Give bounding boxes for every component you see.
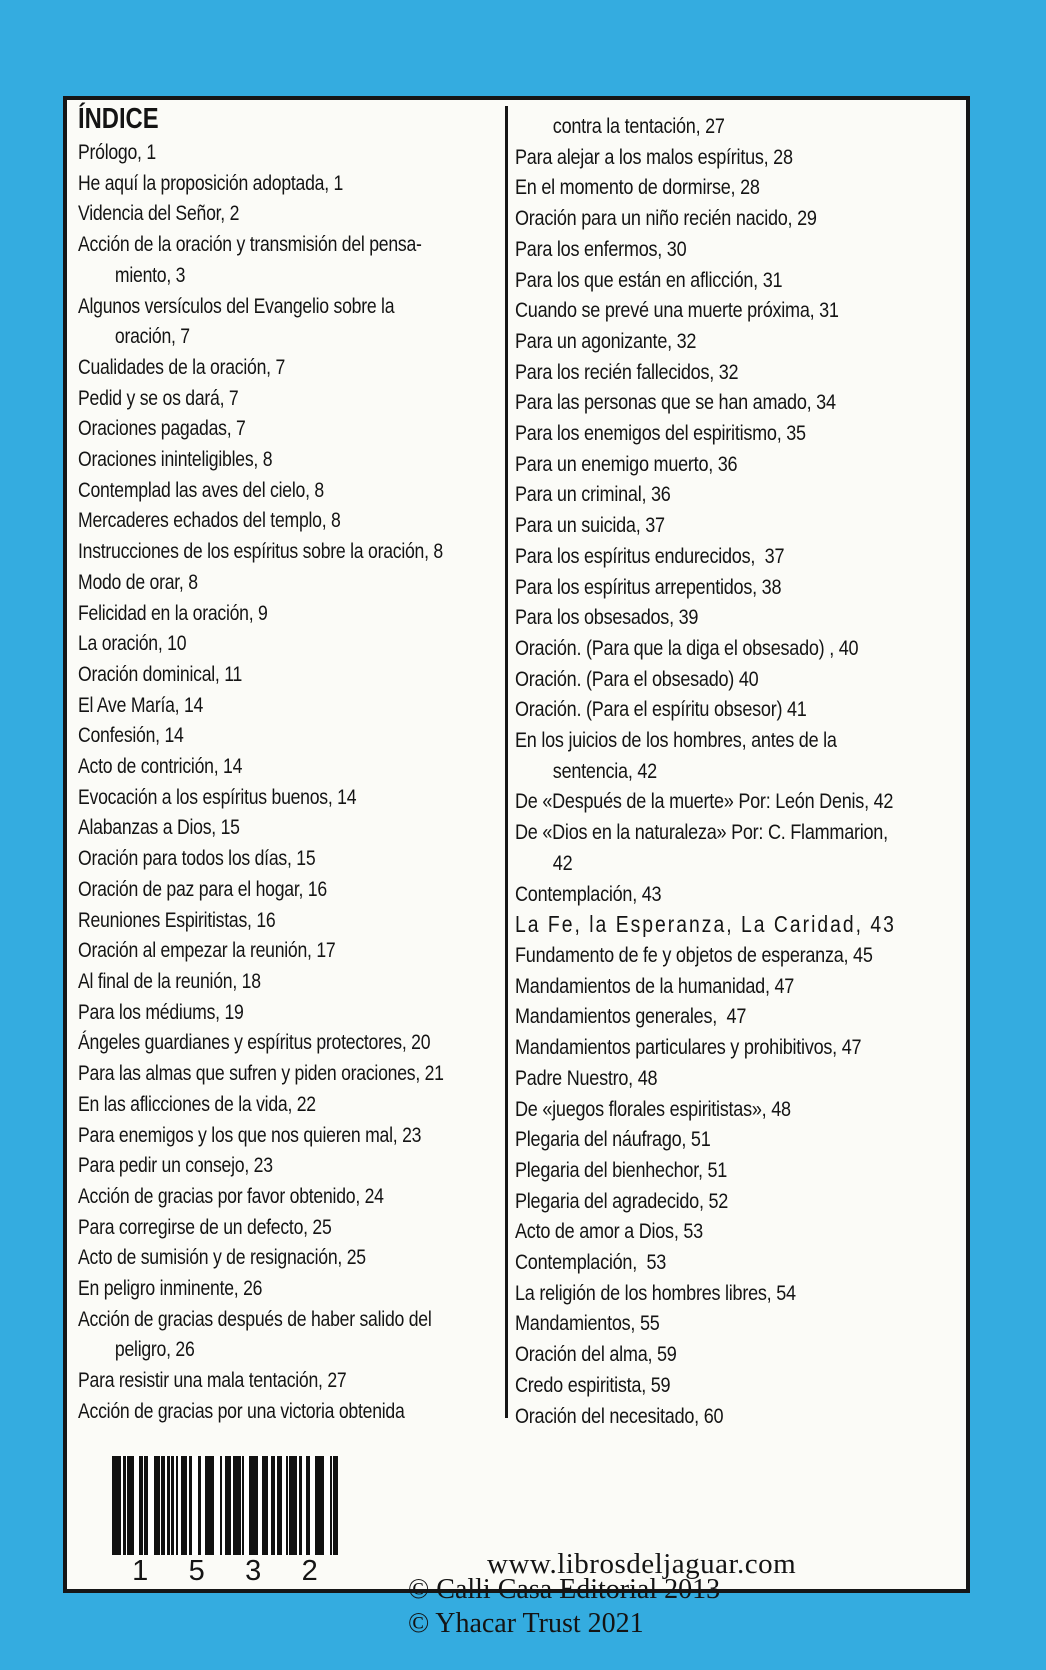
index-entry: Para corregirse de un defecto, 25 bbox=[78, 1214, 332, 1239]
index-entry: Oraciones ininteligibles, 8 bbox=[78, 447, 273, 472]
index-entry: Mercaderes echados del templo, 8 bbox=[78, 508, 341, 533]
index-entry: miento, 3 bbox=[114, 262, 186, 287]
index-entry: Para enemigos y los que nos quieren mal, 23 bbox=[78, 1122, 422, 1147]
index-entry: Padre Nuestro, 48 bbox=[515, 1065, 658, 1090]
index-entry: oración, 7 bbox=[114, 324, 190, 349]
index-entry: Para las personas que se han amado, 34 bbox=[515, 390, 836, 415]
index-entry: Para los enemigos del espiritismo, 35 bbox=[515, 421, 806, 446]
index-entry: Para alejar a los malos espíritus, 28 bbox=[515, 144, 793, 169]
index-entry: Cuando se prevé una muerte próxima, 31 bbox=[515, 298, 839, 323]
index-entry: Para los que están en aflicción, 31 bbox=[515, 267, 783, 292]
index-entry: Oración al empezar la reunión, 17 bbox=[78, 938, 336, 963]
index-entry: Acto de sumisión y de resignación, 25 bbox=[78, 1245, 366, 1270]
index-title: ÍNDICE bbox=[78, 103, 159, 135]
index-entry: Para un suicida, 37 bbox=[515, 513, 665, 538]
index-entry: Oración para un niño recién nacido, 29 bbox=[515, 206, 817, 231]
index-entry: Credo espiritista, 59 bbox=[515, 1372, 671, 1397]
index-entry: Para las almas que sufren y piden oraciones, 21 bbox=[78, 1061, 444, 1086]
index-entry: 42 bbox=[552, 850, 573, 875]
barcode-digits bbox=[112, 1555, 338, 1587]
index-entry: Mandamientos, 55 bbox=[515, 1311, 660, 1336]
index-entry: Para un criminal, 36 bbox=[515, 482, 671, 507]
copyright-line: © Yhacar Trust 2021 bbox=[408, 1608, 644, 1639]
barcode-digit: 2 bbox=[301, 1555, 318, 1587]
index-entry: Modo de orar, 8 bbox=[78, 569, 198, 594]
index-entry: Alabanzas a Dios, 15 bbox=[78, 815, 240, 840]
index-entry: Oración. (Para el obsesado) 40 bbox=[515, 666, 759, 691]
index-entry: Para los recién fallecidos, 32 bbox=[515, 359, 739, 384]
index-entry: Para los obsesados, 39 bbox=[515, 605, 699, 630]
index-entry: En las aflicciones de la vida, 22 bbox=[78, 1091, 316, 1116]
index-entry: Oración del alma, 59 bbox=[515, 1342, 677, 1367]
index-entry: Mandamientos de la humanidad, 47 bbox=[515, 973, 795, 998]
index-entry: Contemplación, 53 bbox=[515, 1250, 667, 1275]
index-entry: La oración, 10 bbox=[78, 631, 187, 656]
barcode-digit: 5 bbox=[188, 1555, 205, 1587]
index-entry: He aquí la proposición adoptada, 1 bbox=[78, 170, 344, 195]
index-entry: Cualidades de la oración, 7 bbox=[78, 354, 286, 379]
index-entry: Prólogo, 1 bbox=[78, 140, 156, 164]
index-entry: En peligro inminente, 26 bbox=[78, 1276, 263, 1301]
index-entry: De «Dios en la naturaleza» Por: C. Flammarion, bbox=[515, 820, 888, 845]
website-url: www.librosdeljaguar.com bbox=[487, 1548, 797, 1580]
index-entry: Acto de amor a Dios, 53 bbox=[515, 1219, 703, 1244]
index-entry: En el momento de dormirse, 28 bbox=[515, 175, 760, 200]
index-entry: Algunos versículos del Evangelio sobre la bbox=[78, 293, 395, 318]
index-entry: Acción de gracias después de haber salido del bbox=[78, 1306, 432, 1331]
index-entry: Acto de contrición, 14 bbox=[78, 754, 243, 779]
index-entry: Para los médiums, 19 bbox=[78, 999, 244, 1024]
index-entry: Para un enemigo muerto, 36 bbox=[515, 451, 738, 476]
index-left-column bbox=[78, 102, 521, 1427]
index-entry: De «Después de la muerte» Por: León Denis, 42 bbox=[515, 789, 894, 814]
index-entry: Oración dominical, 11 bbox=[78, 661, 243, 686]
index-entry: Oraciones pagadas, 7 bbox=[78, 416, 246, 441]
index-entry: Para un agonizante, 32 bbox=[515, 328, 697, 353]
index-entry: Oración para todos los días, 15 bbox=[78, 846, 316, 871]
index-panel bbox=[63, 96, 970, 1639]
index-entry: Pedid y se os dará, 7 bbox=[78, 385, 239, 410]
index-entry: El Ave María, 14 bbox=[78, 692, 204, 717]
index-entry: Plegaria del bienhechor, 51 bbox=[515, 1157, 728, 1182]
index-entry: Contemplación, 43 bbox=[515, 881, 662, 906]
index-entry: Oración del necesitado, 60 bbox=[515, 1403, 724, 1428]
index-entry: En los juicios de los hombres, antes de la bbox=[515, 728, 837, 753]
index-entry: Oración. (Para que la diga el obsesado) , 40 bbox=[515, 635, 859, 660]
index-entry: Para pedir un consejo, 23 bbox=[78, 1153, 273, 1178]
index-entry: Para los enfermos, 30 bbox=[515, 236, 687, 261]
index-entry: La Fe, la Esperanza, La Caridad, 43 bbox=[515, 911, 896, 938]
index-entry: Plegaria del náufrago, 51 bbox=[515, 1127, 711, 1152]
index-right-entries bbox=[515, 111, 1036, 1431]
index-entry: contra la tentación, 27 bbox=[552, 114, 725, 138]
index-entry: Para resistir una mala tentación, 27 bbox=[78, 1368, 347, 1393]
index-entry: Contemplad las aves del cielo, 8 bbox=[78, 477, 324, 502]
index-entry: sentencia, 42 bbox=[552, 758, 657, 783]
index-entry: Mandamientos particulares y prohibitivos, 47 bbox=[515, 1035, 862, 1060]
index-left-entries bbox=[78, 137, 521, 1427]
index-entry: Acción de la oración y transmisión del pensa- bbox=[78, 232, 422, 257]
index-right-column bbox=[515, 111, 1036, 1431]
index-entry: Videncia del Señor, 2 bbox=[78, 201, 240, 226]
index-entry: Al final de la reunión, 18 bbox=[78, 968, 261, 993]
index-entry: Mandamientos generales, 47 bbox=[515, 1004, 747, 1029]
index-entry: Evocación a los espíritus buenos, 14 bbox=[78, 784, 357, 809]
barcode-image bbox=[112, 1456, 338, 1555]
index-entry: Felicidad en la oración, 9 bbox=[78, 600, 268, 625]
index-entry: Reuniones Espiritistas, 16 bbox=[78, 907, 276, 932]
barcode-digit: 3 bbox=[245, 1555, 262, 1587]
copyright-line: © Calli Casa Editorial 2013 bbox=[408, 1574, 721, 1605]
index-entry: La religión de los hombres libres, 54 bbox=[515, 1280, 796, 1305]
index-entry: Acción de gracias por una victoria obtenida bbox=[78, 1398, 405, 1423]
index-entry: De «juegos florales espiritistas», 48 bbox=[515, 1096, 791, 1121]
index-entry: Confesión, 14 bbox=[78, 723, 184, 748]
index-entry: Instrucciones de los espíritus sobre la oración, 8 bbox=[78, 539, 443, 564]
barcode-digit: 1 bbox=[132, 1555, 149, 1587]
index-entry: Plegaria del agradecido, 52 bbox=[515, 1188, 729, 1213]
index-entry: Oración. (Para el espíritu obsesor) 41 bbox=[515, 697, 807, 722]
index-entry: Para los espíritus arrepentidos, 38 bbox=[515, 574, 782, 599]
index-entry: Acción de gracias por favor obtenido, 24 bbox=[78, 1183, 384, 1208]
index-entry: Ángeles guardianes y espíritus protectores, 20 bbox=[78, 1030, 431, 1055]
index-entry: Oración de paz para el hogar, 16 bbox=[78, 876, 327, 901]
index-entry: Para los espíritus endurecidos, 37 bbox=[515, 543, 785, 568]
index-entry: Fundamento de fe y objetos de esperanza, 45 bbox=[515, 942, 873, 967]
index-entry: peligro, 26 bbox=[114, 1337, 195, 1362]
